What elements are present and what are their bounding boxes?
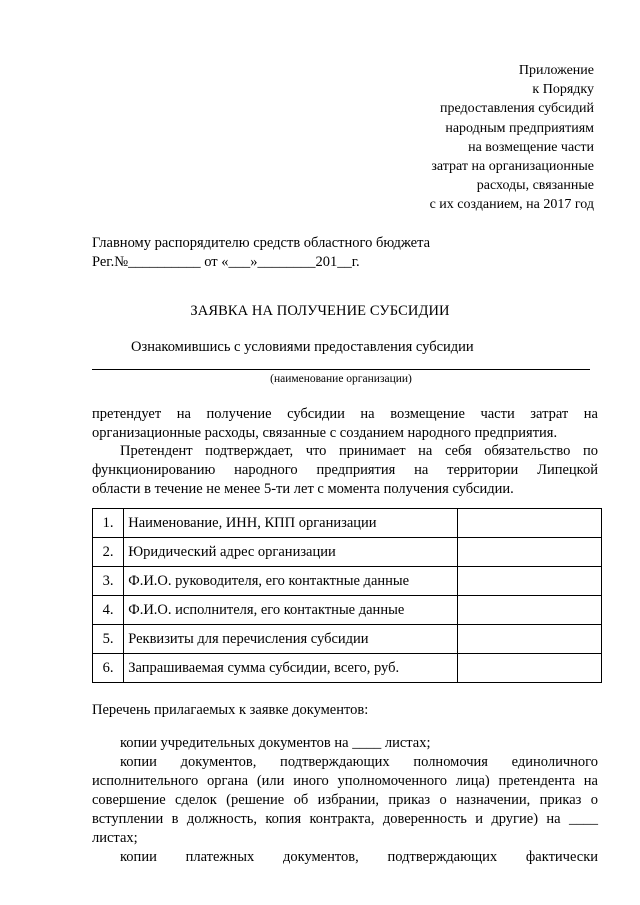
row-value-cell[interactable] xyxy=(457,567,601,596)
appendix-line: расходы, связанные xyxy=(476,178,594,194)
claim-paragraph xyxy=(92,405,598,443)
row-label: Реквизиты для перечисления субсидии xyxy=(124,625,458,654)
intro-text: Ознакомившись с условиями предоставления субсидии xyxy=(131,339,474,355)
table-row xyxy=(93,567,602,596)
list-item-line: копии документов, подтверждающих полномочия единоличного xyxy=(120,754,598,770)
applicant-info-table xyxy=(92,508,602,683)
row-value-cell[interactable] xyxy=(457,625,601,654)
row-label: Ф.И.О. руководителя, его контактные данные xyxy=(124,567,458,596)
paragraph-line: функционированию народного предприятия на территории Липецкой xyxy=(92,462,598,478)
row-value-cell[interactable] xyxy=(457,654,601,683)
paragraph-line: претендует на получение субсидии на возмещение части затрат на xyxy=(92,406,598,422)
list-item-line: листах; xyxy=(92,830,138,846)
appendix-line: затрат на организационные xyxy=(431,159,594,175)
addressee-recipient: Главному распорядителю средств областного бюджета xyxy=(92,235,431,251)
row-number: 6. xyxy=(93,654,124,683)
row-label: Запрашиваемая сумма субсидии, всего, руб. xyxy=(124,654,458,683)
list-item xyxy=(92,753,598,848)
document-title: ЗАЯВКА НА ПОЛУЧЕНИЕ СУБСИДИИ xyxy=(190,303,450,319)
list-item-line: совершение сделок (решение об избрании, приказ о назначении, приказ о xyxy=(92,792,598,808)
list-item xyxy=(92,734,598,753)
list-item-line: вступлении в должность, копия контракта, доверенность и другие) на ____ xyxy=(92,811,598,827)
paragraph-line: организационные расходы, связанные с созданием народного предприятия. xyxy=(92,425,558,441)
list-item-line: копии учредительных документов на ____ листах; xyxy=(120,735,431,751)
appendix-header xyxy=(430,61,594,215)
row-number: 2. xyxy=(93,538,124,567)
appendix-line: на возмещение части xyxy=(468,139,594,155)
list-item-line: исполнительного органа (или иного уполномоченного лица) претендента на xyxy=(92,773,598,789)
addressee-block xyxy=(92,234,430,272)
organization-name-caption: (наименование организации) xyxy=(270,373,412,385)
obligation-paragraph xyxy=(92,442,598,499)
row-number: 3. xyxy=(93,567,124,596)
row-number: 5. xyxy=(93,625,124,654)
row-label: Наименование, ИНН, КПП организации xyxy=(124,509,458,538)
appendix-line: предоставления субсидий xyxy=(439,101,594,117)
row-number: 1. xyxy=(93,509,124,538)
table-row xyxy=(93,509,602,538)
list-item xyxy=(92,848,598,867)
table-row xyxy=(93,654,602,683)
list-item-line: копии платежных документов, подтверждающих фактически xyxy=(120,849,598,865)
paragraph-line: области в течение не менее 5-ти лет с момента получения субсидии. xyxy=(92,481,514,497)
attached-documents-heading: Перечень прилагаемых к заявке документов: xyxy=(92,702,369,718)
appendix-line: народным предприятиям xyxy=(445,120,594,136)
row-number: 4. xyxy=(93,596,124,625)
row-value-cell[interactable] xyxy=(457,509,601,538)
table-row xyxy=(93,625,602,654)
row-label: Юридический адрес организации xyxy=(124,538,458,567)
appendix-line: Приложение xyxy=(518,63,594,78)
appendix-line: с их созданием, на 2017 год xyxy=(429,197,594,213)
row-value-cell[interactable] xyxy=(457,538,601,567)
attached-documents-list xyxy=(92,734,598,867)
row-label: Ф.И.О. исполнителя, его контактные данные xyxy=(124,596,458,625)
table-row xyxy=(93,596,602,625)
appendix-line: к Порядку xyxy=(532,82,594,98)
table-row xyxy=(93,538,602,567)
paragraph-line: Претендент подтверждает, что принимает на себя обязательство по xyxy=(120,443,598,459)
row-value-cell[interactable] xyxy=(457,596,601,625)
registration-line: Рег.№__________ от «___»________201__г. xyxy=(92,254,360,270)
organization-name-line xyxy=(92,369,590,370)
